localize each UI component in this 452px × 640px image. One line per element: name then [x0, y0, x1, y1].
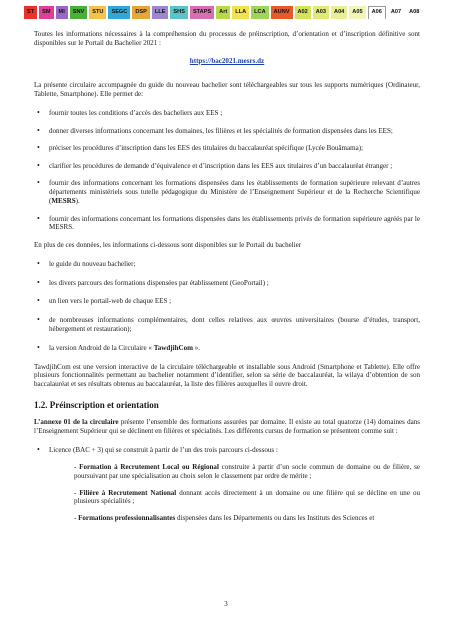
tab-a08[interactable]: A08 [406, 6, 422, 19]
tab-staps[interactable]: STAPS [190, 6, 214, 19]
circular-paragraph: La présente circulaire accompagnée du guide du nouveau bachelier sont téléchargeables sur tous les supports numériques (Ordinateur, Tablette, Smartphone). Elle permet de: [34, 81, 420, 99]
tab-st[interactable]: ST [24, 6, 37, 19]
sub-item: - Filière à Recrutement National donnant accès directement à un domaine ou une filière qui se décline en une ou plusieurs spécialités ; [74, 488, 420, 506]
list-item: • fournir des informations concernant les formations dispensées dans les établissements privés de formation supérieure agréés par le MESRS. [34, 215, 420, 233]
list-item: • la version Android de la Circulaire « TawdjihCom ». [34, 344, 420, 353]
list-item: • le guide du nouveau bachelier; [34, 260, 420, 269]
list-item: • les divers parcours des formations dispensées par établissement (GeoPortail) ; [34, 279, 420, 288]
document-page [34, 30, 420, 531]
section-heading: 1.2. Préinscription et orientation [34, 399, 159, 410]
page-number: 3 [224, 600, 228, 608]
list-item: • clarifier les procédures de demande d’équivalence et d’inscription dans les EES aux titulaires d’un baccalauréat étranger ; [34, 162, 420, 171]
list-item: • Licence (BAC + 3) qui se construit à partir de l’un des trois parcours ci-dessous : [34, 446, 420, 455]
annex-paragraph: L’annexe 01 de la circulaire présente l’ensemble des formations assurées par domaine. Il existe au total quatorze (14) domaines dans l’Enseignement Supérieur qui se déclinent en filières et spécialités. Les différents cursus de formation se présentent comme suit : [34, 417, 420, 435]
purpose-list [34, 109, 420, 232]
list-item: • de nombreuses informations complémentaires, dont celles relatives aux œuvres universitaires (bourse d’études, transport, hébergement et restauration); [34, 316, 420, 334]
tab-a07[interactable]: A07 [388, 6, 404, 19]
tab-a05[interactable]: A05 [349, 6, 365, 19]
list-item: • préciser les procédures d’inscription dans les EES des titulaires du baccalauréat spécifique (Lycée Bouâmama); [34, 144, 420, 153]
tab-lle[interactable]: LLE [152, 6, 169, 19]
portal-info-paragraph: En plus de ces données, les informations ci-dessous sont disponibles sur le Portail du bachelier [34, 240, 302, 249]
intro-paragraph: Toutes les informations nécessaires à la compréhension du processus de préinscription, d’orientation et d’inscription définitive sont disponibles sur le Portail du Bachelier 2021 : [34, 30, 420, 47]
tab-a02[interactable]: A02 [295, 6, 311, 19]
tab-stu[interactable]: STU [89, 6, 106, 19]
licence-list [34, 446, 420, 455]
tab-a06[interactable]: A06 [368, 6, 386, 19]
tab-lla[interactable]: LLA [232, 6, 249, 19]
tab-aunv[interactable]: AUNV [271, 6, 293, 19]
tab-mi[interactable]: MI [56, 6, 68, 19]
portal-link[interactable]: https://bac2021.mesrs.dz [189, 56, 265, 65]
tawdjihcom-paragraph: TawdjihCom est une version interactive de la circulaire téléchargeable et installable sous Android (Smartphone et Tablette). Elle offre plusieurs fonctionnalités permettant au bachelier notamment d’identifier, selon sa série de baccalauréat, la wilaya d’obtention de son baccalauréat et ses résultats obtenus au baccalauréat, la liste des filières auxquelles il ouvre droit. [34, 362, 420, 389]
tab-art[interactable]: Art [216, 6, 230, 19]
tab-sm[interactable]: SM [39, 6, 53, 19]
sub-item: - Formation à Recrutement Local ou Régional construite à partir d’un socle commun de domaine ou de filière, se poursuivant par une spécialisation au choix selon le classement par ordre de mérite ; [74, 463, 420, 480]
portal-list [34, 260, 420, 353]
tab-shs[interactable]: SHS [170, 6, 188, 19]
tab-a03[interactable]: A03 [313, 6, 329, 19]
portal-link-line [34, 57, 420, 66]
tab-segc[interactable]: SEGC [108, 6, 130, 19]
domain-tab-bar [24, 6, 422, 19]
tab-snv[interactable]: SNV [70, 6, 88, 19]
list-item: • fournir toutes les conditions d’accès des bacheliers aux EES ; [34, 109, 420, 118]
tab-dsp[interactable]: DSP [132, 6, 150, 19]
list-item: • un lien vers le portail-web de chaque EES ; [34, 297, 420, 306]
tab-a04[interactable]: A04 [331, 6, 347, 19]
tab-lca[interactable]: LCA [251, 6, 269, 19]
list-item: • fournir des informations concernant les formations dispensées dans les établissements de formation supérieure relevant d’autres départements ministériels sous tutelle pédagogique du Ministère de l’Enseignement Supérieur et de la Recherche Scientifique (MESRS). [34, 179, 420, 205]
sub-item: - Formations professionnalisantes dispensées dans les Départements ou dans les Instituts des Sciences et [74, 514, 375, 523]
list-item: • donner diverses informations concernant les domaines, les filières et les spécialités de formation dispensées dans les EES; [34, 127, 420, 136]
